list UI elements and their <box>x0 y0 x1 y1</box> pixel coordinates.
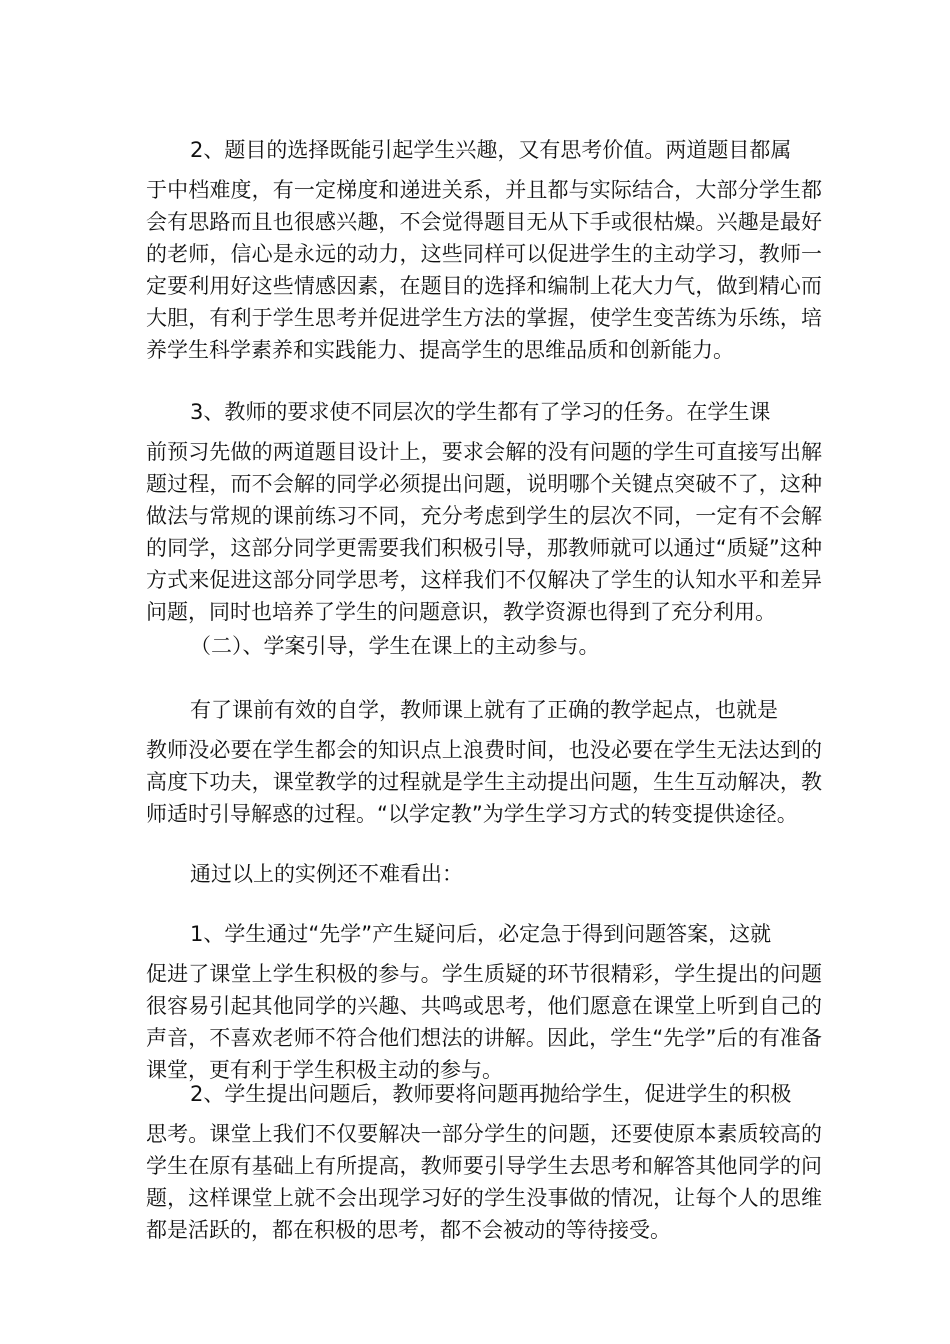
paragraph-first-line: 1、学生通过“先学”产生疑问后，必定急于得到问题答案，这就 <box>190 922 772 946</box>
paragraph-first-line: 2、题目的选择既能引起学生兴趣，又有思考价值。两道题目都属 <box>190 138 792 162</box>
paragraph-body: 教师没必要在学生都会的知识点上浪费时间，也没必要在学生无法达到的高度下功夫，课堂教学的过程就是学生主动提出问题，生生互动解决，教师适时引导解惑的过程。“以学定教”为学生学习方式的转变提供途径。 <box>146 738 822 826</box>
paragraph-body: 前预习先做的两道题目设计上，要求会解的没有问题的学生可直接写出解题过程，而不会解的同学必须提出问题，说明哪个关键点突破不了，这种做法与常规的课前练习不同，充分考虑到学生的层次不同，一定有不会解的同学，这部分同学更需要我们积极引导，那教师就可以通过“质疑”这种方式来促进这部分同学思考，这样我们不仅解决了学生的认知水平和差异问题，同时也培养了学生的问题意识，教学资源也得到了充分利用。 <box>146 440 822 624</box>
paragraph-teacher-requirements <box>146 396 822 628</box>
section-heading: （二）、学案引导，学生在课上的主动参与。 <box>190 634 600 658</box>
paragraph-active-thinking <box>146 1078 822 1246</box>
paragraph-body: 于中档难度，有一定梯度和递进关系，并且都与实际结合，大部分学生都会有思路而且也很感兴趣，不会觉得题目无从下手或很枯燥。兴趣是最好的老师，信心是永远的动力，这些同样可以促进学生的主动学习，教师一定要利用好这些情感因素，在题目的选择和编制上花大力气，做到精心而大胆，有利于学生思考并促进学生方法的掌握，使学生变苦练为乐练，培养学生科学素养和实践能力、提高学生的思维品质和创新能力。 <box>146 178 822 362</box>
paragraph-body: 促进了课堂上学生积极的参与。学生质疑的环节很精彩，学生提出的问题很容易引起其他同学的兴趣、共鸣或思考，他们愿意在课堂上听到自己的声音，不喜欢老师不符合他们想法的讲解。因此，学生“先学”后的有准备课堂，更有利于学生积极主动的参与。 <box>146 962 822 1082</box>
paragraph-first-line: 2、学生提出问题后，教师要将问题再抛给学生，促进学生的积极 <box>190 1082 792 1106</box>
paragraph-student-questions <box>146 918 822 1086</box>
paragraph-first-line: 3、教师的要求使不同层次的学生都有了学习的任务。在学生课 <box>190 400 771 424</box>
paragraph-topic-selection <box>146 134 822 366</box>
paragraph-first-line: 有了课前有效的自学，教师课上就有了正确的教学起点，也就是 <box>190 698 778 722</box>
lead-in-text: 通过以上的实例还不难看出： <box>190 862 463 886</box>
paragraph-effective-self-study <box>146 694 822 830</box>
paragraph-body: 思考。课堂上我们不仅要解决一部分学生的问题，还要使原本素质较高的学生在原有基础上有所提高，教师要引导学生去思考和解答其他同学的问题，这样课堂上就不会出现学习好的学生没事做的情况，让每个人的思维都是活跃的，都在积极的思考，都不会被动的等待接受。 <box>146 1122 822 1242</box>
